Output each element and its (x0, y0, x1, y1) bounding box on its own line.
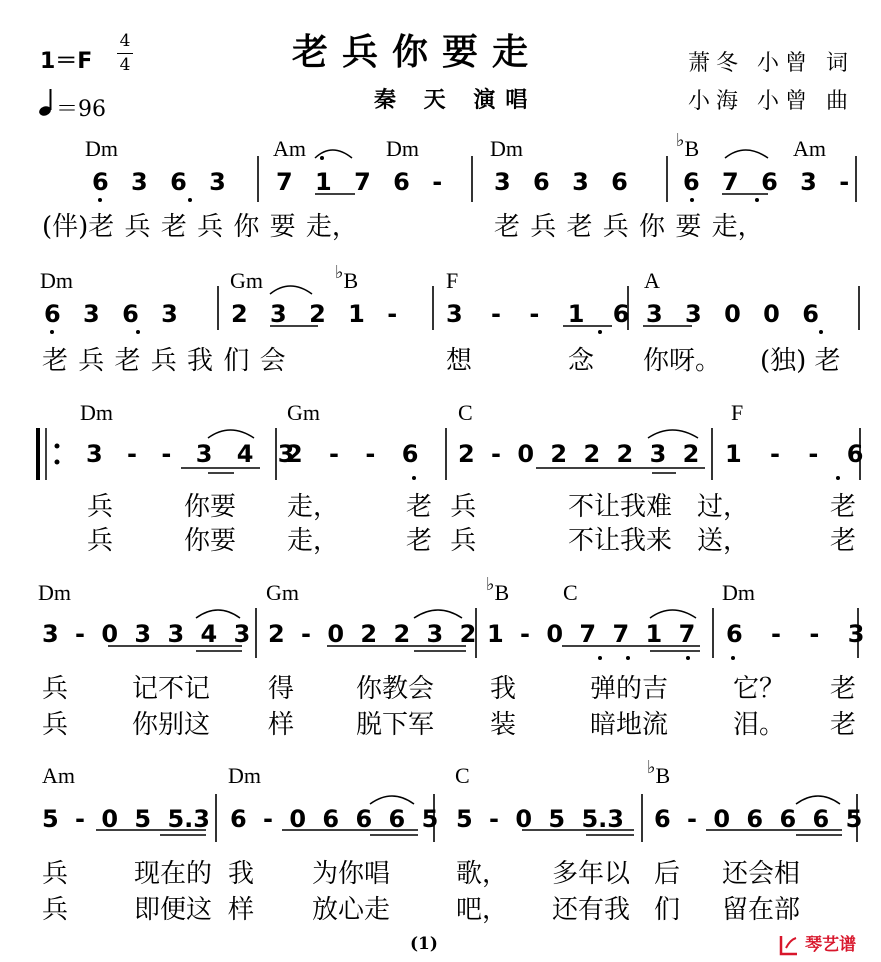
staff-marks (0, 264, 881, 344)
chord: Dm (386, 136, 419, 161)
lyric-word: 我 (490, 674, 517, 704)
chord: C (455, 763, 470, 788)
lyric-word: 吧， (456, 895, 509, 925)
lyric-word: 样 (228, 895, 255, 925)
lyric-word: 送， (697, 526, 750, 556)
notes-measure: 6 3 6 3 (44, 300, 178, 328)
lyric-word: 装 (490, 710, 517, 740)
lyric-word: 们 (654, 895, 681, 925)
chord: C (563, 580, 578, 605)
lyric-word: 你呀。 (643, 346, 722, 376)
chord: Am (273, 136, 306, 161)
page-number: (1) (410, 934, 438, 954)
lyric-word: 老 兵 (406, 492, 477, 522)
notes-measure: 6 - 0 6 6 6 5 (654, 805, 863, 833)
chord: Gm (266, 580, 299, 605)
chord: A (644, 268, 660, 293)
lyricist-credit: 萧冬 小曾 词 (688, 51, 854, 76)
lyric-word: 老 (830, 492, 857, 522)
lyric-word: 你别这 (132, 710, 211, 740)
staff-marks (0, 130, 881, 210)
repeat-start-icon (36, 428, 40, 480)
lyric-word: 还会相 (722, 859, 801, 889)
lyric-word: 你要 (184, 492, 237, 522)
lyric-word: 兵 (42, 895, 69, 925)
lyric-word: 兵 (87, 492, 114, 522)
chord: Gm (287, 400, 320, 425)
lyric-word: 留在部 (722, 895, 801, 925)
singer: 秦 天 演唱 (374, 88, 538, 113)
lyric-word: 兵 (42, 674, 69, 704)
song-title: 老兵你要走 (292, 31, 543, 73)
lyric-word: 你要 (184, 526, 237, 556)
tempo: ＝96 (56, 97, 106, 122)
notes-measure: 5 - 0 5 5.3 (456, 805, 624, 833)
chord: ♭B (676, 130, 700, 161)
notes-measure: 2 3 2 1 - (231, 300, 398, 328)
chord: ♭B (335, 262, 359, 293)
lyric-line: 老 兵 老 兵 你 要 走， (494, 212, 764, 242)
lyric-word: 想 (446, 346, 473, 376)
chord: Dm (40, 268, 73, 293)
lyric-word: 它？ (733, 674, 786, 704)
lyric-word: 兵 (87, 526, 114, 556)
notes-measure: 3 - - 1 6 (446, 300, 630, 328)
lyric-word: (独) 老 (760, 346, 841, 376)
lyric-word: 老 (830, 710, 857, 740)
lyric-word: 过， (697, 492, 750, 522)
notes-measure: 6 7 6 3 - (683, 168, 850, 196)
chord: F (446, 268, 459, 293)
chord: F (731, 400, 744, 425)
notes-measure: 3 6 3 6 (494, 168, 628, 196)
notes-measure: 5 - 0 5 5.3 (42, 805, 210, 833)
notes-measure: 3 - 0 3 3 4 3 (42, 620, 251, 648)
notes-measure: 1 - - 6 (725, 440, 864, 468)
lyric-word: 脱下军 (356, 710, 435, 740)
lyric-word: 兵 (42, 710, 69, 740)
lyric-word: 多年以 (552, 859, 631, 889)
time-signature-bottom: 4 (119, 55, 131, 75)
logo-icon (778, 934, 800, 958)
notes-measure: 7 1 7 6 - (276, 168, 443, 196)
lyric-word: 老 (830, 674, 857, 704)
lyric-word: 我 (228, 859, 255, 889)
chord: Dm (228, 763, 261, 788)
lyric-word: 得 (268, 674, 295, 704)
lyric-word: 还有我 (552, 895, 631, 925)
chord: Dm (490, 136, 523, 161)
lyric-word: 兵 (42, 859, 69, 889)
quarter-note-icon (38, 88, 58, 118)
notes-measure: 6 - 0 6 6 6 5 (230, 805, 439, 833)
lyric-word: 不让我难 (568, 492, 673, 522)
lyric-word: 念 (568, 346, 595, 376)
notes-measure: 3 - - 3 4 3 (86, 440, 295, 468)
lyric-word: 老 兵 (406, 526, 477, 556)
lyric-word: 放心走 (312, 895, 391, 925)
lyric-word: 样 (268, 710, 295, 740)
notes-measure: 6 3 6 3 (92, 168, 226, 196)
lyric-word: 你教会 (356, 674, 435, 704)
composer-credit: 小海 小曾 曲 (688, 89, 854, 114)
lyric-word: 后 (654, 859, 681, 889)
chord: Am (793, 136, 826, 161)
chord: ♭B (486, 574, 510, 605)
chord: Gm (230, 268, 263, 293)
notes-measure: 2 - - 6 (286, 440, 419, 468)
chord: Dm (38, 580, 71, 605)
lyric-word: 歌， (456, 859, 509, 889)
lyric-word: 记不记 (132, 674, 211, 704)
chord: Dm (722, 580, 755, 605)
time-signature-top: 4 (119, 31, 131, 51)
lyric-word: 走， (287, 492, 340, 522)
chord: Dm (80, 400, 113, 425)
lyric-line: (伴)老 兵 老 兵 你 要 走， (42, 212, 358, 242)
time-signature-line (117, 53, 133, 54)
lyric-word: 泪。 (733, 710, 786, 740)
notes-measure: 3 3 0 0 6 (646, 300, 819, 328)
chord: Am (42, 763, 75, 788)
notes-measure: 6 - - 3 (726, 620, 865, 648)
lyric-word: 即便这 (134, 895, 213, 925)
lyric-word: 现在的 (134, 859, 213, 889)
lyric-word: 弹的吉 (590, 674, 669, 704)
notes-measure: 2 - 0 2 2 2 3 2 (458, 440, 700, 468)
lyric-word: 为你唱 (312, 859, 391, 889)
lyric-line: 老 兵 老 兵 我 们 会 (42, 346, 286, 376)
chord: Dm (85, 136, 118, 161)
logo-text: 琴艺谱 (805, 935, 857, 955)
lyric-word: 不让我来 (568, 526, 673, 556)
chord: C (458, 400, 473, 425)
site-logo[interactable] (778, 930, 856, 958)
lyric-word: 暗地流 (590, 710, 669, 740)
key-signature: 1＝F (40, 49, 93, 74)
chord: ♭B (647, 757, 671, 788)
notes-measure: 1 - 0 7 7 1 7 (487, 620, 696, 648)
lyric-word: 走， (287, 526, 340, 556)
notes-measure: 2 - 0 2 2 3 2 (268, 620, 477, 648)
lyric-word: 老 (830, 526, 857, 556)
